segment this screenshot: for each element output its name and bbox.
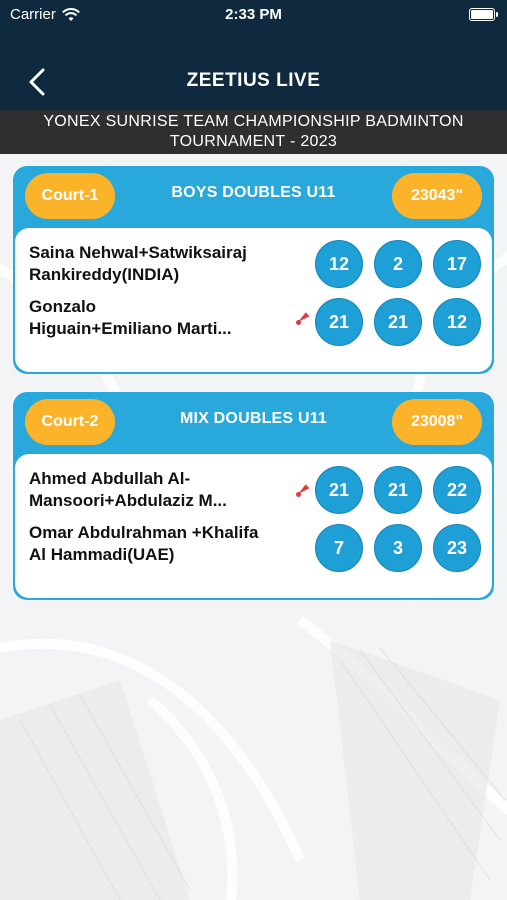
status-time: 2:33 PM [225,6,282,23]
team-name-line1: Ahmed Abdullah Al- [29,469,191,488]
carrier-label: Carrier [10,6,56,23]
team-name-line2: Rankireddy(INDIA) [29,265,180,284]
event-title: MIX DOUBLES U11 [179,410,328,427]
tournament-title-line1: YONEX SUNRISE TEAM CHAMPIONSHIP BADMINTON [43,113,464,130]
team-name [29,242,299,286]
set-score: 21 [374,298,422,346]
team-name-line2: Mansoori+Abdulaziz M... [29,491,227,510]
team-name-line1: Omar Abdulrahman +Khalifa [29,523,259,542]
court-badge: Court-1 [25,173,115,219]
app-header [0,0,507,110]
scoreboard [15,454,492,598]
battery-icon [469,8,495,21]
set-score: 21 [315,466,363,514]
team-name-line1: Saina Nehwal+Satwiksairaj [29,243,247,262]
set-score: 17 [433,240,481,288]
match-duration-badge: 23043" [392,173,482,219]
team-name-line2: Al Hammadi(UAE) [29,545,175,564]
set-score: 7 [315,524,363,572]
match-duration-badge: 23008" [392,399,482,445]
set-score: 12 [433,298,481,346]
set-score: 21 [374,466,422,514]
set-score: 12 [315,240,363,288]
status-bar [0,0,507,30]
scoreboard [15,228,492,372]
event-title: BOYS DOUBLES U11 [171,184,336,201]
set-score: 22 [433,466,481,514]
team-name [29,296,299,340]
team-name [29,468,299,512]
match-card[interactable] [13,392,494,600]
page-title: ZEETIUS LIVE [186,70,321,91]
tournament-title-line2: TOURNAMENT - 2023 [169,133,338,150]
shuttlecock-icon [295,480,313,498]
set-score: 21 [315,298,363,346]
team-name-line1: Gonzalo [29,297,97,316]
court-badge: Court-2 [25,399,115,445]
set-score: 2 [374,240,422,288]
set-score: 3 [374,524,422,572]
set-score: 23 [433,524,481,572]
shuttlecock-icon [295,308,313,326]
team-name-line2: Higuain+Emiliano Marti... [29,319,232,338]
tournament-title [0,110,507,154]
match-card[interactable] [13,166,494,374]
team-name [29,522,299,566]
